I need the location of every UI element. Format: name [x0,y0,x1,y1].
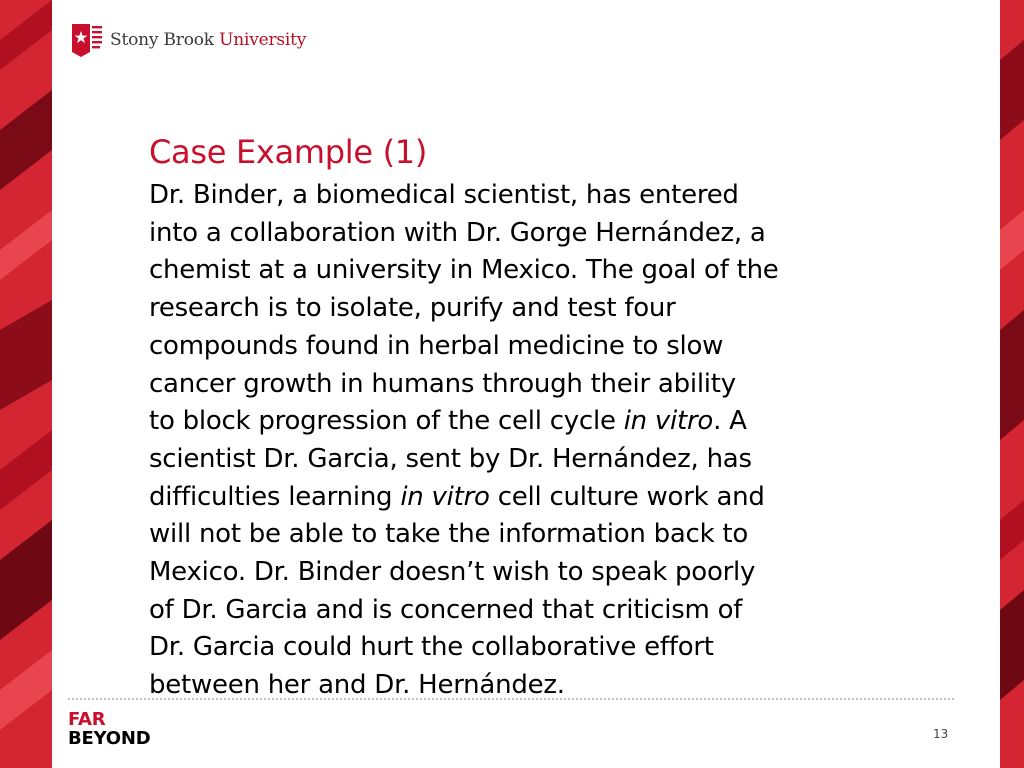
left-decorative-band [0,0,52,768]
logo-word-stony-brook: Stony Brook [110,30,220,50]
body-text-segment: cancer growth in humans through their ability [149,368,736,399]
body-text-segment: Mexico. Dr. Binder doesn’t wish to speak poorly [149,557,756,588]
body-text-segment: . A [713,406,747,437]
body-line [149,441,889,479]
body-text-segment: cell culture work and [489,481,765,512]
logo-word-university: University [219,30,307,50]
body-text-segment: difficulties learning [149,481,401,512]
body-line [149,592,889,630]
body-text-segment: chemist at a university in Mexico. The goal of the [149,255,779,286]
body-line [149,554,889,592]
body-line [149,177,889,215]
right-decorative-band [1000,0,1024,768]
body-line [149,328,889,366]
body-line [149,479,889,517]
body-text-segment: Dr. Binder, a biomedical scientist, has entered [149,180,739,210]
body-text-segment: Dr. Garcia could hurt the collaborative effort [149,632,714,663]
tagline-far: FAR [68,709,106,730]
body-text-segment: into a collaboration with Dr. Gorge Hernández, a [149,217,766,248]
university-logo [70,22,306,58]
slide-body-text [149,177,889,705]
body-line [149,252,889,290]
body-text-segment: scientist Dr. Garcia, sent by Dr. Hernández, has [149,443,752,474]
body-text-segment: to block progression of the cell cycle [149,406,624,437]
logo-wordmark [110,30,306,50]
slide-title: Case Example (1) [149,133,428,171]
body-line [149,366,889,404]
far-beyond-tagline [68,710,151,748]
body-text-segment: compounds found in herbal medicine to slow [149,330,724,361]
body-text-segment: research is to isolate, purify and test four [149,293,676,324]
body-line [149,516,889,554]
sbu-shield-star-icon [70,22,104,58]
body-text-segment: of Dr. Garcia and is concerned that criticism of [149,594,743,625]
body-line [149,629,889,667]
tagline-beyond: BEYOND [68,728,151,749]
italic-term: in vitro [400,481,490,512]
body-line [149,215,889,253]
body-text-segment: will not be able to take the information back to [149,519,749,550]
body-text-segment: between her and Dr. Hernández. [149,670,565,701]
italic-term: in vitro [623,406,714,437]
body-line [149,403,889,441]
footer-dotted-divider [68,698,954,700]
body-line [149,290,889,328]
page-number: 13 [933,727,949,741]
